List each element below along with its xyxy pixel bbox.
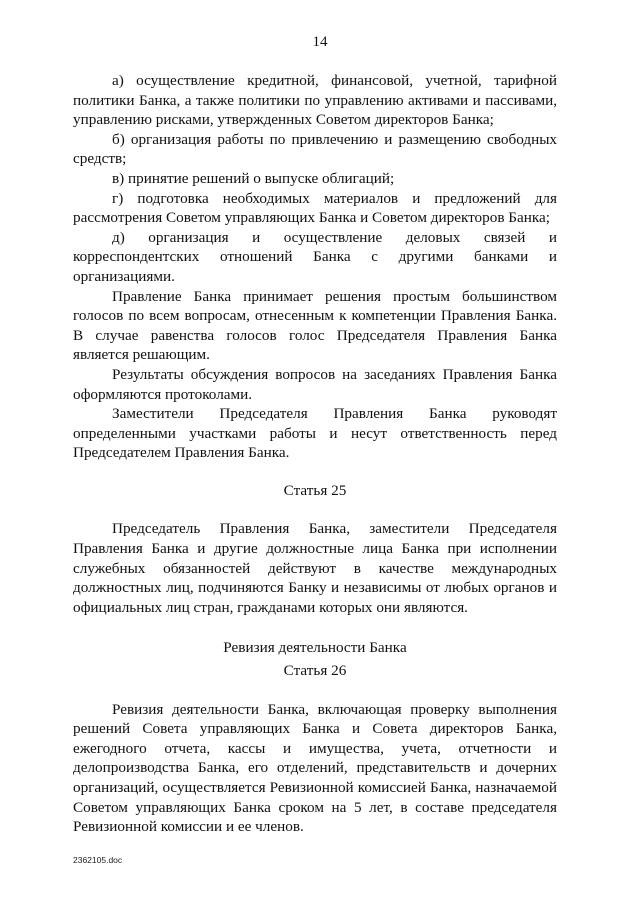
list-item-v: в) принятие решений о выпуске облигаций; — [112, 169, 395, 187]
page-number: 14 — [312, 34, 328, 50]
paragraph-minutes: Результаты обсуждения вопросов на заседаниях Правления Банка оформляются протоколами. — [73, 365, 557, 403]
document-body — [73, 71, 557, 837]
article-25-text: Председатель Правления Банка, заместители Председателя Правления Банка и другие должностные лица Банка при исполнении служебных обязанностей действуют в качестве международных должностных лиц, подчиняются Банку и независимы от любых органов и официальных лиц стран, гражданами которых они являются. — [73, 520, 557, 616]
article-25-heading: Статья 25 — [283, 481, 347, 499]
paragraph-decisions: Правление Банка принимает решения простым большинством голосов по всем вопросам, отнесенным к компетенции Правления Банка. В случае равенства голосов голос Председателя Правления Банка является решающим. — [73, 287, 557, 364]
list-item-b: б) организация работы по привлечению и размещению свободных средств; — [73, 130, 557, 168]
list-item-g: г) подготовка необходимых материалов и предложений для рассмотрения Советом управляющих Банка и Советом директоров Банка; — [73, 189, 557, 227]
document-code: 2362105.doc — [73, 855, 123, 865]
list-item-d: д) организация и осуществление деловых связей и корреспондентских отношений Банка с другими банками и организациями. — [73, 228, 557, 285]
article-26-heading: Статья 26 — [283, 662, 347, 680]
article-26-text: Ревизия деятельности Банка, включающая проверку выполнения решений Совета управляющих Банка и Совета директоров Банка, ежегодного отчета, кассы и имущества, учета, отчетности и делопроизводства Банка, его отделений, представительств и дочерних организаций, осуществляется Ревизионной комиссией Банка, назначаемой Советом управляющих Банка сроком на 5 лет, в составе председателя Ревизионной комиссии и ее членов. — [73, 700, 557, 836]
list-item-a: а) осуществление кредитной, финансовой, учетной, тарифной политики Банка, а также политики по управлению активами и пассивами, управлению рисками, утвержденных Советом директоров Банка; — [73, 72, 557, 129]
section-title: Ревизия деятельности Банка — [223, 639, 407, 657]
paragraph-deputies: Заместители Председателя Правления Банка руководят определенными участками работы и несут ответственность перед Председателем Правления Банка. — [73, 405, 557, 462]
